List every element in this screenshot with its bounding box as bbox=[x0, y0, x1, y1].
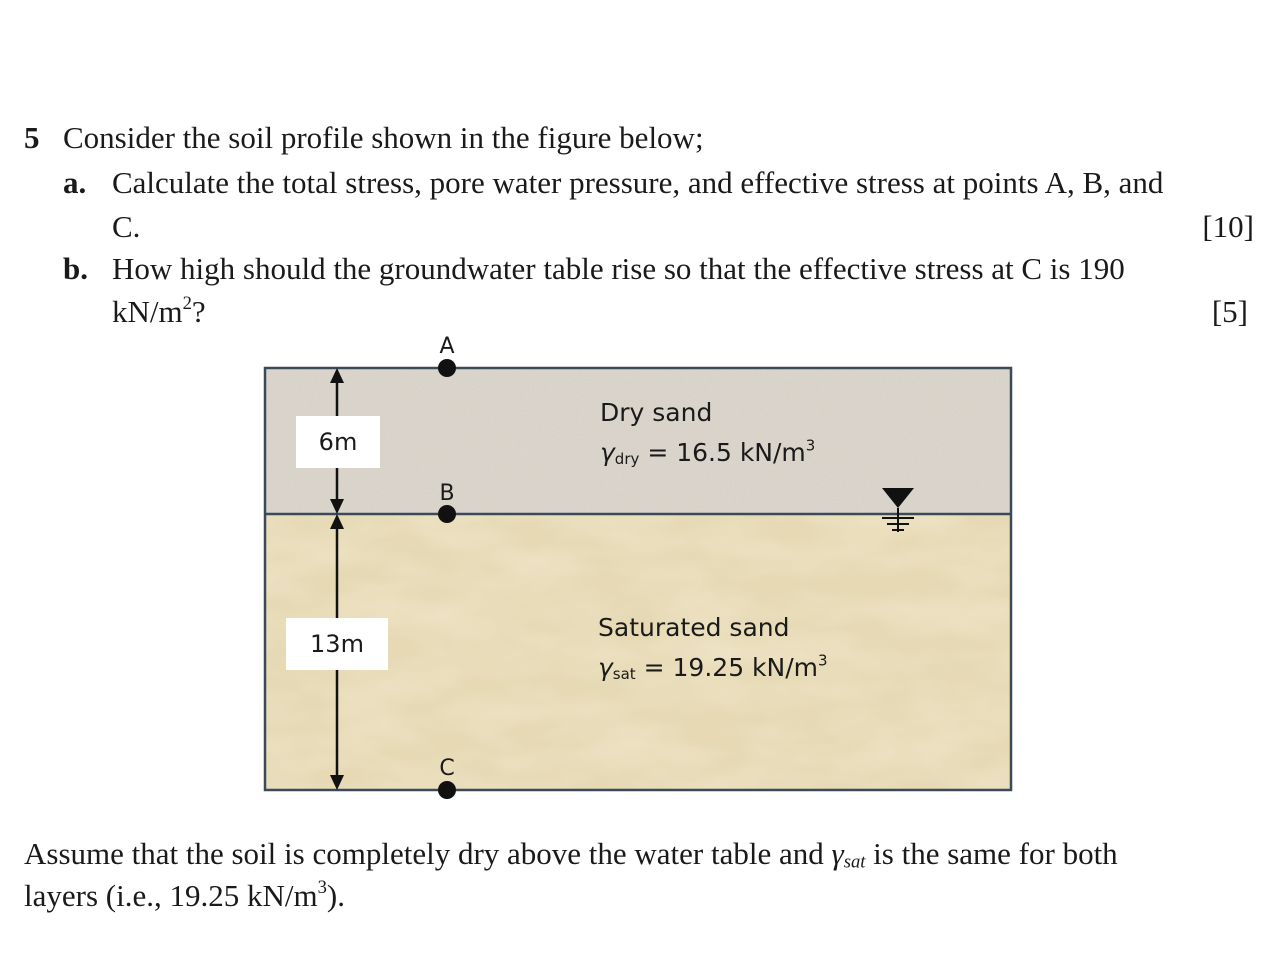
gamma-sat-subscript: sat bbox=[612, 665, 636, 683]
footnote-gamma-symbol: γ bbox=[831, 836, 844, 871]
part-b-unit: kN/m bbox=[112, 294, 183, 329]
part-a-text-line1: Calculate the total stress, pore water pressure, and effective stress at points A, B, and bbox=[112, 165, 1164, 200]
dry-sand-name: Dry sand bbox=[600, 398, 713, 427]
gamma-dry-subscript: dry bbox=[614, 450, 640, 468]
footnote-line1 bbox=[24, 836, 1118, 873]
part-b-unit-exponent: 2 bbox=[182, 292, 192, 314]
saturated-sand-name: Saturated sand bbox=[598, 613, 790, 642]
footnote-gamma-subscript: sat bbox=[843, 851, 866, 873]
part-a-marks: [10] bbox=[1202, 209, 1254, 244]
part-a-text-line2: C. bbox=[112, 209, 141, 244]
gamma-dry-symbol: γ bbox=[600, 438, 615, 467]
part-b-label: b. bbox=[63, 251, 88, 286]
point-c-label: C bbox=[439, 756, 455, 781]
dry-sand-unit-weight bbox=[600, 438, 815, 467]
part-b-question-mark: ? bbox=[191, 294, 206, 329]
part-b-marks: [5] bbox=[1211, 294, 1248, 329]
gamma-dry-value: = 16.5 kN/m bbox=[639, 438, 806, 467]
footnote-line2-prefix: layers (i.e., 19.25 kN/m bbox=[24, 878, 318, 913]
part-b-text-line1: How high should the groundwater table rise so that the effective stress at C is 190 bbox=[112, 251, 1125, 286]
footnote-line2 bbox=[24, 876, 345, 913]
footnote-line1-prefix: Assume that the soil is completely dry above the water table and bbox=[24, 836, 832, 871]
gamma-sat-unit-exponent: 3 bbox=[818, 651, 828, 670]
point-b-marker bbox=[438, 505, 456, 523]
question-stem: Consider the soil profile shown in the figure below; bbox=[63, 120, 704, 155]
footnote-unit-exponent: 3 bbox=[317, 876, 327, 898]
part-a-label: a. bbox=[63, 165, 87, 200]
point-a-label: A bbox=[439, 334, 455, 359]
question-number: 5 bbox=[24, 120, 40, 155]
footnote-line2-suffix: ). bbox=[326, 878, 345, 913]
point-b-label: B bbox=[439, 481, 455, 506]
gamma-dry-unit-exponent: 3 bbox=[805, 436, 816, 455]
gamma-sat-value: = 19.25 kN/m bbox=[635, 653, 818, 682]
gamma-sat-symbol: γ bbox=[598, 653, 613, 682]
dimension-label-13m: 13m bbox=[286, 618, 388, 670]
saturated-sand-unit-weight bbox=[598, 653, 828, 682]
dimension-label-6m: 6m bbox=[296, 416, 380, 468]
point-c-marker bbox=[438, 781, 456, 799]
footnote-line1-suffix: is the same for both bbox=[865, 836, 1118, 871]
point-a-marker bbox=[438, 359, 456, 377]
